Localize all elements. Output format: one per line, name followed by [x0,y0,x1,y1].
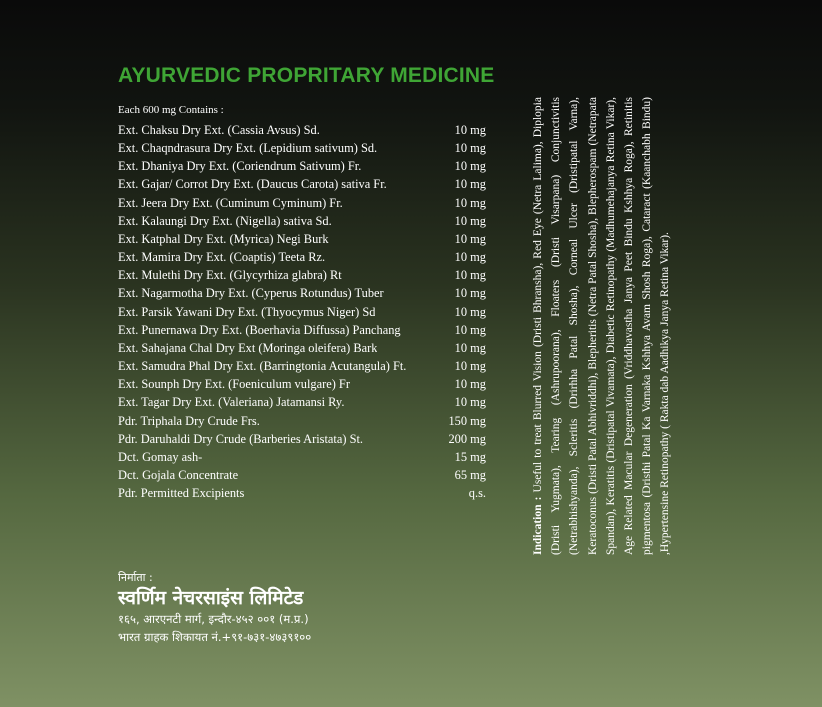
ingredient-quantity: 10 mg [454,304,486,319]
ingredient-quantity: 10 mg [454,322,486,337]
ingredient-quantity: 10 mg [454,213,486,228]
ingredient-name: Ext. Chaksu Dry Ext. (Cassia Avsus) Sd. [118,123,320,137]
ingredient-quantity: 65 mg [454,467,486,482]
ingredient-name: Ext. Mulethi Dry Ext. (Glycyrhiza glabra) Rt [118,268,342,283]
manufacturer-address: १६५, आरएनटी मार्ग, इन्दौर-४५२ ००१ (म.प्र.) [118,612,309,626]
ingredient-name: Pdr. Daruhaldi Dry Crude (Barberies Aristata) St. [118,431,364,446]
ingredient-quantity: 150 mg [448,413,486,428]
ingredient-quantity: 10 mg [454,395,486,410]
ingredient-row [118,175,486,193]
ingredient-quantity: 10 mg [454,159,486,174]
ingredient-quantity: 10 mg [454,286,486,301]
ingredient-name: Ext. Parsik Yawani Dry Ext. (Thyocymus Niger) Sd [118,304,376,319]
ingredient-row [118,139,486,157]
ingredient-row [118,448,486,466]
ingredient-quantity: 10 mg [454,195,486,210]
ingredient-row [118,266,486,284]
ingredient-row [118,357,486,375]
ingredient-row [118,321,486,339]
manufacturer-name: स्वर्णिम नेचरसाइंस लिमिटेड [118,587,304,609]
ingredient-row [118,484,486,502]
ingredient-name: Pdr. Permitted Excipients [118,486,245,501]
indication-panel [529,97,747,555]
ingredient-quantity: 10 mg [454,268,486,283]
ingredient-row [118,157,486,175]
manufacturer-label: निर्माता : [118,571,153,584]
ingredient-name: Dct. Gojala Concentrate [118,467,239,482]
ingredient-name: Ext. Sounph Dry Ext. (Foeniculum vulgare) Fr [118,377,350,392]
ingredient-quantity: 10 mg [454,340,486,355]
ingredient-name: Ext. Punernawa Dry Ext. (Boerhavia Diffussa) Panchang [118,322,401,337]
ingredient-row [118,230,486,248]
ingredient-name: Ext. Jeera Dry Ext. (Cuminum Cyminum) Fr. [118,195,343,210]
ingredient-name: Ext. Mamira Dry Ext. (Coaptis) Teeta Rz. [118,250,326,265]
ingredient-name: Dct. Gomay ash- [118,449,203,464]
ingredient-row [118,412,486,430]
ingredient-row [118,339,486,357]
ingredient-name: Ext. Dhaniya Dry Ext. (Coriendrum Sativum) Fr. [118,159,362,174]
ingredient-name: Ext. Katphal Dry Ext. (Myrica) Negi Burk [118,231,329,246]
ingredient-row [118,121,486,139]
ingredient-row [118,466,486,484]
product-heading: AYURVEDIC PROPRITARY MEDICINE [118,64,495,87]
contains-label: Each 600 mg Contains : [118,104,224,116]
consumer-complaint-number: भारत ग्राहक शिकायत नं.+९१-७३१-४७३९१०० [118,630,312,644]
ingredient-quantity: 10 mg [454,377,486,392]
ingredient-row [118,194,486,212]
ingredient-name: Ext. Chaqndrasura Dry Ext. (Lepidium sativum) Sd. [118,141,378,156]
ingredient-quantity: 10 mg [454,231,486,246]
ingredient-quantity: 10 mg [454,250,486,265]
ingredient-name: Ext. Sahajana Chal Dry Ext (Moringa oleifera) Bark [118,340,378,355]
ingredient-row [118,430,486,448]
ingredient-quantity: 200 mg [448,431,486,446]
ingredient-row [118,375,486,393]
ingredient-list [118,121,486,502]
ingredient-row [118,248,486,266]
ingredient-name: Ext. Samudra Phal Dry Ext. (Barringtonia Acutangula) Ft. [118,359,407,374]
indication-body: Useful to treat Blurred Vision (Dristi Bhransha), Red Eye (Netra Lalima), Diplopia (Dristi Yugmata), Tearing (Ashrupoorana), Floaters (Dristi Visarpana) Conjunctivitis (Netrabhishyanda), Scleritis (Drirhha Patal Shosha), Corneal Ulcer (Dristipatal Varna), Keratoconus (Dristi Patal Abhivriddhi), Blepheritis (Netra Patal Shosha), Blepherospam (Netrapata Spandan), Keratitis (Dristipatal Vivamata), Diabetic Retinopathy (Madhumehajanya Retina Vikar), Age Related Macular Degeneration (Vriddhavastha Janya Peet Bindu Kshhya Roga), Retinitis pigmentosa (Dristhi Patal Ka Varnaka Kshhya Avam Shosh Roga), Cataract (Kaanchabh Bindu) ,Hypertensine Retinopathy ( Rakta dab Aadhikya Janya Retina Vikar). [532,97,672,555]
ingredient-quantity: 15 mg [454,449,486,464]
ingredient-quantity: 10 mg [454,141,486,156]
ingredient-row [118,303,486,321]
indication-text-block [529,97,747,555]
ingredient-quantity: 10 mg [454,177,486,192]
ingredient-name: Pdr. Triphala Dry Crude Frs. [118,413,260,428]
ingredient-name: Ext. Gajar/ Corrot Dry Ext. (Daucus Carota) sativa Fr. [118,177,387,192]
ingredient-row [118,212,486,230]
ingredient-quantity: q.s. [468,486,486,501]
ingredient-name: Ext. Nagarmotha Dry Ext. (Cyperus Rotundus) Tuber [118,286,384,301]
ingredient-name: Ext. Kalaungi Dry Ext. (Nigella) sativa Sd. [118,213,332,228]
ingredient-quantity: 10 mg [454,123,486,137]
ingredient-row [118,284,486,302]
indication-label: Indication : [532,492,544,555]
ingredient-name: Ext. Tagar Dry Ext. (Valeriana) Jatamansi Ry. [118,395,345,410]
ingredient-quantity: 10 mg [454,359,486,374]
ingredient-row [118,393,486,411]
